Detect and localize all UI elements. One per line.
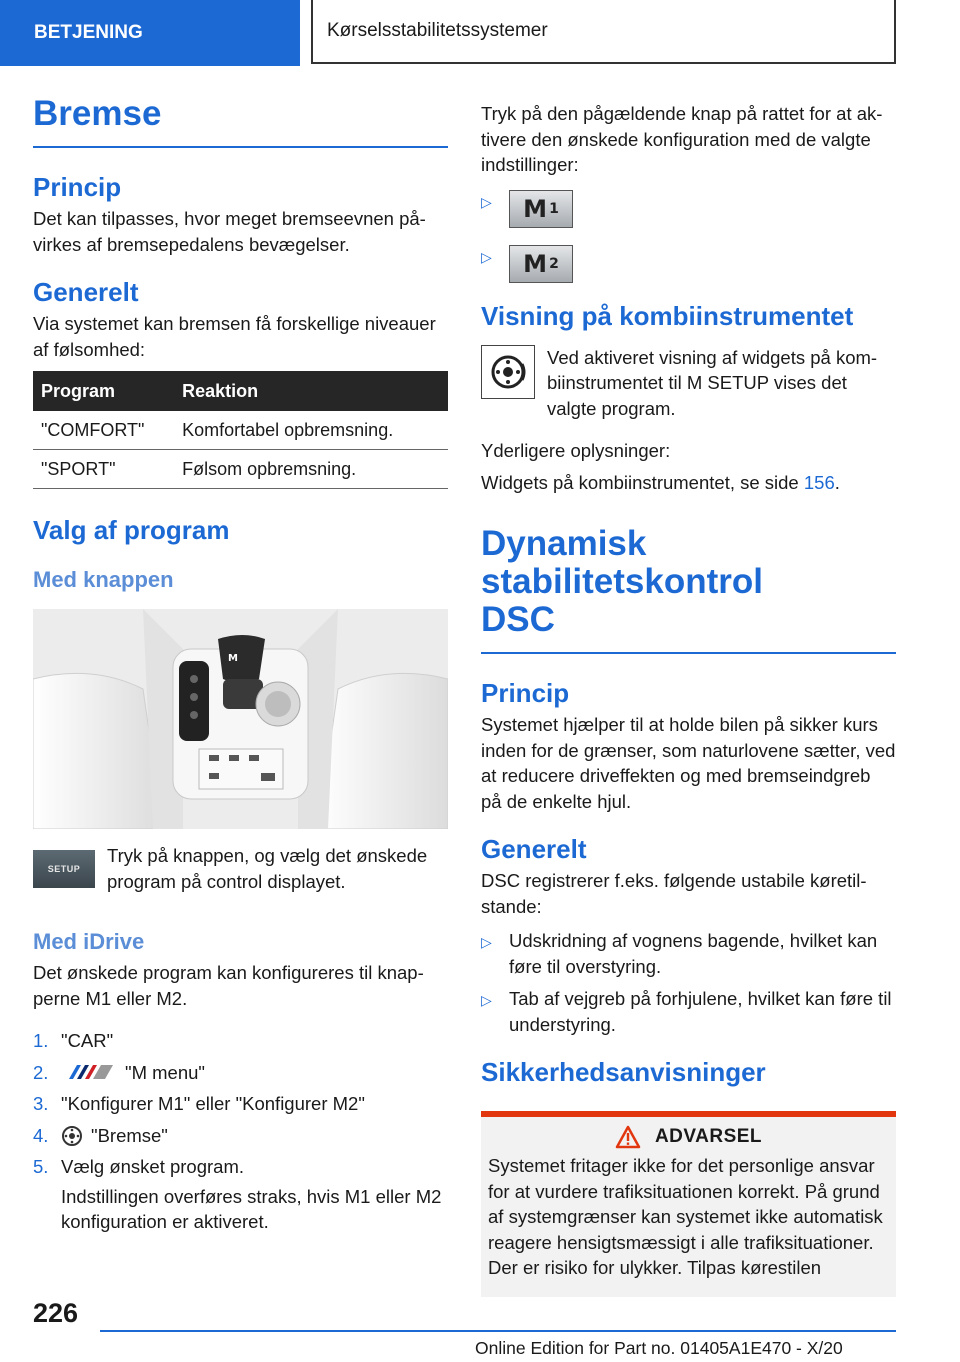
svg-text:M: M [228, 653, 238, 664]
center-console-photo [33, 609, 448, 829]
m-number: 2 [549, 255, 559, 272]
idrive-text: Det ønskede program kan konfigureres til knapperne M1 eller M2. [33, 962, 424, 1009]
knappen-heading: Med knappen [33, 567, 174, 592]
step-number: 4. [33, 1124, 49, 1146]
list-item [33, 1154, 448, 1180]
title-rule [481, 652, 896, 654]
princip-text: Det kan tilpasses, hvor meget bremseevnen påvirkes af bremsepedalens bevægelser. [33, 208, 426, 255]
generelt-heading: Generelt [33, 277, 139, 307]
brake-disc-icon [488, 352, 528, 392]
section-title: Kørselsstabilitetssystemer [311, 0, 896, 64]
triangle-bullet-icon: ▷ [481, 248, 492, 265]
program-table [33, 371, 448, 489]
dsc-generelt-heading: Generelt [481, 834, 587, 864]
table-cell: Komfortabel opbremsning. [174, 411, 448, 450]
table-cell: "SPORT" [33, 450, 174, 489]
center-console-illustration [33, 609, 448, 829]
valg-heading: Valg af program [33, 515, 230, 545]
table-cell: "COMFORT" [33, 411, 174, 450]
warning-text: Systemet fritager ikke for det personlige ansvar for at vurdere trafiksituationen korrekt. På grund af systemgrænser kan systemet ikke automatisk reagere hensigtsmæssigt i alle trafiksituationer. Der er risiko for ulykker. Tilpas kørestilen [488, 1155, 883, 1278]
step-text: "Konfigurer M1" eller "Konfigurer M2" [61, 1093, 365, 1114]
m2-row [481, 245, 896, 283]
setup-button-icon: SETUP [33, 850, 95, 888]
idrive-steps [33, 1028, 448, 1180]
dsc-generelt-text: DSC registrerer f.eks. følgende ustabile køretilstande: [481, 870, 867, 917]
page-number: 226 [33, 1298, 79, 1328]
brake-disc-icon [61, 1125, 83, 1147]
visning-row [481, 345, 896, 422]
visning-heading: Visning på kombiinstrumentet [481, 300, 854, 331]
dsc-title-line1: Dynamisk stabilitetskontrol [481, 524, 763, 601]
step5-note: Indstillingen overføres straks, hvis M1 eller M2 konfiguration er aktiveret. [61, 1185, 442, 1232]
widgets-text: Widgets på kombiinstrumentet, se side [481, 471, 804, 493]
m1-row [481, 190, 896, 228]
princip-heading: Princip [33, 172, 122, 202]
step-text: "M menu" [125, 1061, 205, 1083]
table-header-reaktion: Reaktion [174, 371, 448, 411]
visning-text: Ved aktiveret visning af widgets på kombiinstrumentet til M SETUP vises det valgte program. [547, 346, 878, 419]
title-rule [33, 146, 448, 148]
setup-instruction [33, 843, 448, 894]
left-column [33, 95, 448, 1235]
setup-text: Tryk på knappen, og vælg det ønskede program på control displayet. [107, 845, 428, 892]
m-number: 1 [549, 200, 559, 217]
warning-header [481, 1117, 896, 1149]
step-number: 1. [33, 1030, 49, 1051]
list-item [33, 1091, 448, 1117]
triangle-bullet-icon: ▷ [481, 992, 492, 1008]
dsc-princip-heading: Princip [481, 678, 570, 708]
table-header-program: Program [33, 371, 174, 411]
list-item [481, 986, 896, 1037]
footer-rule [100, 1330, 896, 1332]
page-link[interactable]: 156 [803, 471, 835, 493]
dsc-title-line2: DSC [481, 600, 555, 639]
warning-triangle-icon [615, 1125, 641, 1149]
m-label: M [523, 249, 548, 278]
right-column [481, 101, 896, 1297]
step-text: "CAR" [61, 1030, 114, 1051]
sikkerhed-heading: Sikkerhedsanvisninger [481, 1057, 766, 1087]
step-number: 5. [33, 1156, 49, 1177]
dsc-title [481, 525, 896, 639]
brake-widget-icon [481, 345, 535, 399]
bullet-text: Udskridning af vognens bagende, hvilket kan føre til overstyring. [509, 930, 878, 977]
table-row [33, 450, 448, 489]
list-item [33, 1123, 448, 1149]
list-item [481, 928, 896, 979]
widgets-ref [481, 470, 896, 496]
bullet-text: Tab af vejgreb på forhjulene, hvilket kan føre til understyring. [509, 988, 892, 1035]
m1-button-icon [509, 190, 573, 228]
list-item [33, 1028, 448, 1054]
dsc-bullets [481, 928, 896, 1037]
table-row [33, 411, 448, 450]
triangle-bullet-icon: ▷ [481, 934, 492, 950]
m-menu-icon [61, 1063, 117, 1081]
m2-button-icon [509, 245, 573, 283]
period: . [834, 471, 840, 493]
chapter-tab: BETJENING [0, 0, 300, 66]
step-number: 2. [33, 1061, 49, 1083]
triangle-bullet-icon: ▷ [481, 193, 492, 210]
warning-label: ADVARSEL [654, 1126, 763, 1147]
step-number: 3. [33, 1093, 49, 1114]
table-cell: Følsom opbremsning. [174, 450, 448, 489]
list-item [33, 1060, 448, 1086]
dsc-princip-text: Systemet hjælper til at holde bilen på sikker kurs inden for de grænser, som naturlovene sætter, ved at reducere driveffekten og med bremseindgreb på de enkelte hjul. [481, 714, 896, 812]
step-text: "Bremse" [91, 1124, 168, 1146]
warning-box [481, 1111, 896, 1297]
m-label: M [523, 194, 548, 223]
page-title: Bremse [33, 94, 162, 133]
edition-footer: Online Edition for Part no. 01405A1E470 - X/20 [475, 1338, 843, 1358]
idrive-heading: Med iDrive [33, 929, 145, 954]
generelt-text: Via systemet kan bremsen få forskellige niveauer af følsomhed: [33, 313, 436, 360]
intro-text: Tryk på den pågældende knap på rattet for at aktivere den ønskede konfiguration med de valgte indstillinger: [481, 103, 883, 175]
yderligere-text: Yderligere oplysninger: [481, 440, 671, 461]
step-text: Vælg ønsket program. [61, 1156, 245, 1177]
